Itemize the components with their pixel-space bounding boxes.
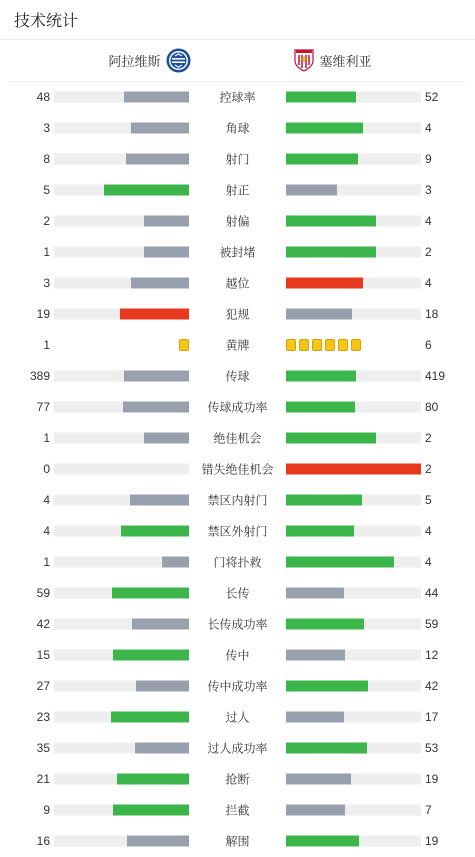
home-bar <box>127 835 189 846</box>
home-value: 15 <box>36 647 50 662</box>
stat-label: 拦截 <box>225 803 250 817</box>
home-bar <box>131 277 189 288</box>
away-bar-track <box>286 773 421 784</box>
stat-row <box>0 112 475 143</box>
home-value: 5 <box>43 182 50 197</box>
away-bar <box>286 308 352 319</box>
stat-label: 错失绝佳机会 <box>201 462 274 476</box>
away-bar <box>286 680 368 691</box>
home-bar-track <box>54 742 189 753</box>
home-bar <box>111 711 189 722</box>
home-value: 389 <box>29 368 50 383</box>
stat-label: 越位 <box>225 276 250 290</box>
stat-label: 传球 <box>225 369 250 383</box>
stat-row <box>0 794 475 825</box>
home-value: 4 <box>43 492 50 507</box>
home-bar <box>120 308 189 319</box>
away-bar <box>286 773 351 784</box>
home-bar <box>117 773 189 784</box>
home-bar <box>112 587 189 598</box>
yellow-card-icon <box>351 339 361 351</box>
away-value: 17 <box>425 709 439 724</box>
home-bar-track <box>54 649 189 660</box>
stat-row <box>0 484 475 515</box>
away-value: 6 <box>425 337 432 352</box>
home-bar-track <box>54 835 189 846</box>
away-bar <box>286 246 376 257</box>
away-bar-track <box>286 246 421 257</box>
home-bar <box>136 680 189 691</box>
away-value: 5 <box>425 492 432 507</box>
stat-label: 抢断 <box>225 772 250 786</box>
stat-label: 传球成功率 <box>207 400 268 414</box>
home-bar <box>123 401 189 412</box>
home-value: 9 <box>43 802 50 817</box>
stat-label: 过人成功率 <box>207 741 268 755</box>
stat-row <box>0 546 475 577</box>
away-bar <box>286 370 356 381</box>
stat-row <box>0 515 475 546</box>
yellow-card-icon <box>299 339 309 351</box>
home-bar-track <box>54 494 189 505</box>
away-bar-track <box>286 122 421 133</box>
home-team[interactable] <box>108 48 190 73</box>
away-bar-track <box>286 711 421 722</box>
home-value: 1 <box>43 554 50 569</box>
away-value: 4 <box>425 523 432 538</box>
stat-label: 绝佳机会 <box>213 431 262 445</box>
stat-row <box>0 329 475 360</box>
away-bar <box>286 494 362 505</box>
home-bar-track <box>54 525 189 536</box>
stat-row <box>0 81 475 112</box>
stat-label: 传中 <box>225 648 250 662</box>
home-bar-track <box>54 463 189 474</box>
away-bar <box>286 587 344 598</box>
home-bar-track <box>54 370 189 381</box>
home-bar <box>144 432 189 443</box>
alaves-crest-icon <box>166 48 191 73</box>
away-value: 53 <box>425 740 439 755</box>
yellow-card-icon <box>179 339 189 351</box>
away-bar-track <box>286 153 421 164</box>
stat-label: 射偏 <box>225 214 250 228</box>
away-bar <box>286 835 359 846</box>
home-bar-track <box>54 401 189 412</box>
stat-row <box>0 825 475 856</box>
stat-row <box>0 422 475 453</box>
stat-label: 射正 <box>225 183 250 197</box>
stat-label: 犯规 <box>225 307 250 321</box>
away-bar <box>286 525 354 536</box>
away-bar-track <box>286 463 421 474</box>
stat-label: 黄牌 <box>225 338 250 352</box>
home-bar <box>144 215 189 226</box>
away-bar-track <box>286 215 421 226</box>
home-bar <box>131 122 189 133</box>
away-bar-track <box>286 649 421 660</box>
away-value: 4 <box>425 120 432 135</box>
away-value: 19 <box>425 833 439 848</box>
yellow-card-icon <box>286 339 296 351</box>
home-bar-track <box>54 556 189 567</box>
home-bar <box>144 246 189 257</box>
stat-row <box>0 391 475 422</box>
home-bar <box>135 742 189 753</box>
away-bar-track <box>286 525 421 536</box>
away-value: 2 <box>425 461 432 476</box>
stat-row <box>0 236 475 267</box>
away-bar <box>286 184 337 195</box>
home-value: 35 <box>36 740 50 755</box>
home-value: 16 <box>36 833 50 848</box>
stat-row <box>0 670 475 701</box>
stat-label: 角球 <box>225 121 250 135</box>
home-value: 59 <box>36 585 50 600</box>
home-bar-track <box>54 122 189 133</box>
home-bar <box>124 91 189 102</box>
stat-row <box>0 701 475 732</box>
home-value: 23 <box>36 709 50 724</box>
away-value: 12 <box>425 647 439 662</box>
home-bar-track <box>54 184 189 195</box>
home-value: 0 <box>43 461 50 476</box>
away-bar-track <box>286 401 421 412</box>
stat-row <box>0 143 475 174</box>
stat-label: 被封堵 <box>219 245 256 259</box>
teams-header <box>9 40 466 82</box>
yellow-card-icon <box>338 339 348 351</box>
away-bar <box>286 556 394 567</box>
home-bar-track <box>54 432 189 443</box>
home-value: 1 <box>43 244 50 259</box>
away-bar <box>286 91 356 102</box>
away-bar-track <box>286 618 421 629</box>
home-bar-track <box>54 804 189 815</box>
away-bar <box>286 711 344 722</box>
home-bar <box>113 649 189 660</box>
away-bar <box>286 215 376 226</box>
stat-row <box>0 174 475 205</box>
stat-label: 解围 <box>225 834 250 848</box>
stat-label: 射门 <box>225 152 250 166</box>
stat-label: 过人 <box>225 710 250 724</box>
away-bar <box>286 153 358 164</box>
home-value: 1 <box>43 337 50 352</box>
stat-label: 门将扑救 <box>213 555 262 569</box>
away-bar-track <box>286 680 421 691</box>
away-bar <box>286 401 355 412</box>
away-value: 4 <box>425 275 432 290</box>
away-bar <box>286 618 364 629</box>
stat-label: 禁区外射门 <box>207 524 268 538</box>
home-team-name: 阿拉维斯 <box>108 54 161 69</box>
home-bar-track <box>54 91 189 102</box>
away-bar <box>286 649 345 660</box>
stat-row <box>0 608 475 639</box>
stat-row <box>0 639 475 670</box>
away-bar <box>286 432 376 443</box>
away-bar <box>286 804 345 815</box>
away-value: 3 <box>425 182 432 197</box>
home-value: 42 <box>36 616 50 631</box>
home-value: 4 <box>43 523 50 538</box>
away-bar-track <box>286 91 421 102</box>
home-bar <box>124 370 189 381</box>
away-bar-track <box>286 742 421 753</box>
away-bar-track <box>286 587 421 598</box>
home-bar-track <box>54 246 189 257</box>
away-bar-track <box>286 556 421 567</box>
away-value: 9 <box>425 151 432 166</box>
away-bar <box>286 742 367 753</box>
away-value: 7 <box>425 802 432 817</box>
home-bar-track <box>54 308 189 319</box>
stat-row <box>0 205 475 236</box>
away-bar-track <box>286 370 421 381</box>
away-value: 2 <box>425 244 432 259</box>
home-value: 1 <box>43 430 50 445</box>
home-bar-track <box>54 711 189 722</box>
stat-row <box>0 298 475 329</box>
home-value: 48 <box>36 89 50 104</box>
home-bar-track <box>54 153 189 164</box>
away-value: 419 <box>425 368 446 383</box>
stat-row <box>0 763 475 794</box>
home-bar <box>162 556 189 567</box>
stat-row <box>0 267 475 298</box>
away-value: 42 <box>425 678 439 693</box>
home-bar-track <box>54 277 189 288</box>
away-value: 4 <box>425 554 432 569</box>
away-bar-track <box>286 494 421 505</box>
home-bar <box>132 618 189 629</box>
away-bar <box>286 277 363 288</box>
page-title: 技术统计 <box>14 13 79 30</box>
home-value: 3 <box>43 275 50 290</box>
home-bar <box>126 153 189 164</box>
away-bar <box>286 463 421 474</box>
home-value: 3 <box>43 120 50 135</box>
home-bar <box>121 525 189 536</box>
away-bar-track <box>286 277 421 288</box>
home-value: 21 <box>36 771 50 786</box>
stat-row <box>0 360 475 391</box>
away-bar-track <box>286 804 421 815</box>
away-value: 4 <box>425 213 432 228</box>
away-team-name: 塞维利亚 <box>319 54 372 69</box>
stat-row <box>0 577 475 608</box>
stat-label: 禁区内射门 <box>207 493 268 507</box>
away-value: 19 <box>425 771 439 786</box>
home-value: 2 <box>43 213 50 228</box>
home-yellow-cards <box>179 339 189 351</box>
home-value: 19 <box>36 306 50 321</box>
yellow-card-icon <box>312 339 322 351</box>
away-team[interactable] <box>293 48 372 73</box>
home-value: 27 <box>36 678 50 693</box>
away-bar-track <box>286 432 421 443</box>
away-bar-track <box>286 184 421 195</box>
away-value: 80 <box>425 399 439 414</box>
home-bar <box>113 804 189 815</box>
stat-label: 传中成功率 <box>207 679 268 693</box>
away-value: 52 <box>425 89 439 104</box>
away-bar <box>286 122 363 133</box>
away-value: 59 <box>425 616 439 631</box>
away-value: 18 <box>425 306 439 321</box>
stat-row <box>0 453 475 484</box>
home-bar-track <box>54 215 189 226</box>
home-bar-track <box>54 618 189 629</box>
away-yellow-cards <box>286 339 361 351</box>
yellow-card-icon <box>325 339 335 351</box>
home-bar-track <box>54 773 189 784</box>
away-value: 2 <box>425 430 432 445</box>
home-bar <box>130 494 189 505</box>
away-value: 44 <box>425 585 439 600</box>
home-bar-track <box>54 587 189 598</box>
home-value: 8 <box>43 151 50 166</box>
away-bar-track <box>286 308 421 319</box>
home-value: 77 <box>36 399 50 414</box>
away-bar-track <box>286 835 421 846</box>
home-bar-track <box>54 680 189 691</box>
stat-label: 长传 <box>225 586 250 600</box>
stat-row <box>0 732 475 763</box>
stat-label: 控球率 <box>219 90 256 104</box>
home-bar <box>104 184 189 195</box>
sevilla-crest-icon <box>293 48 315 73</box>
stat-label: 长传成功率 <box>207 617 268 631</box>
header <box>0 0 475 40</box>
